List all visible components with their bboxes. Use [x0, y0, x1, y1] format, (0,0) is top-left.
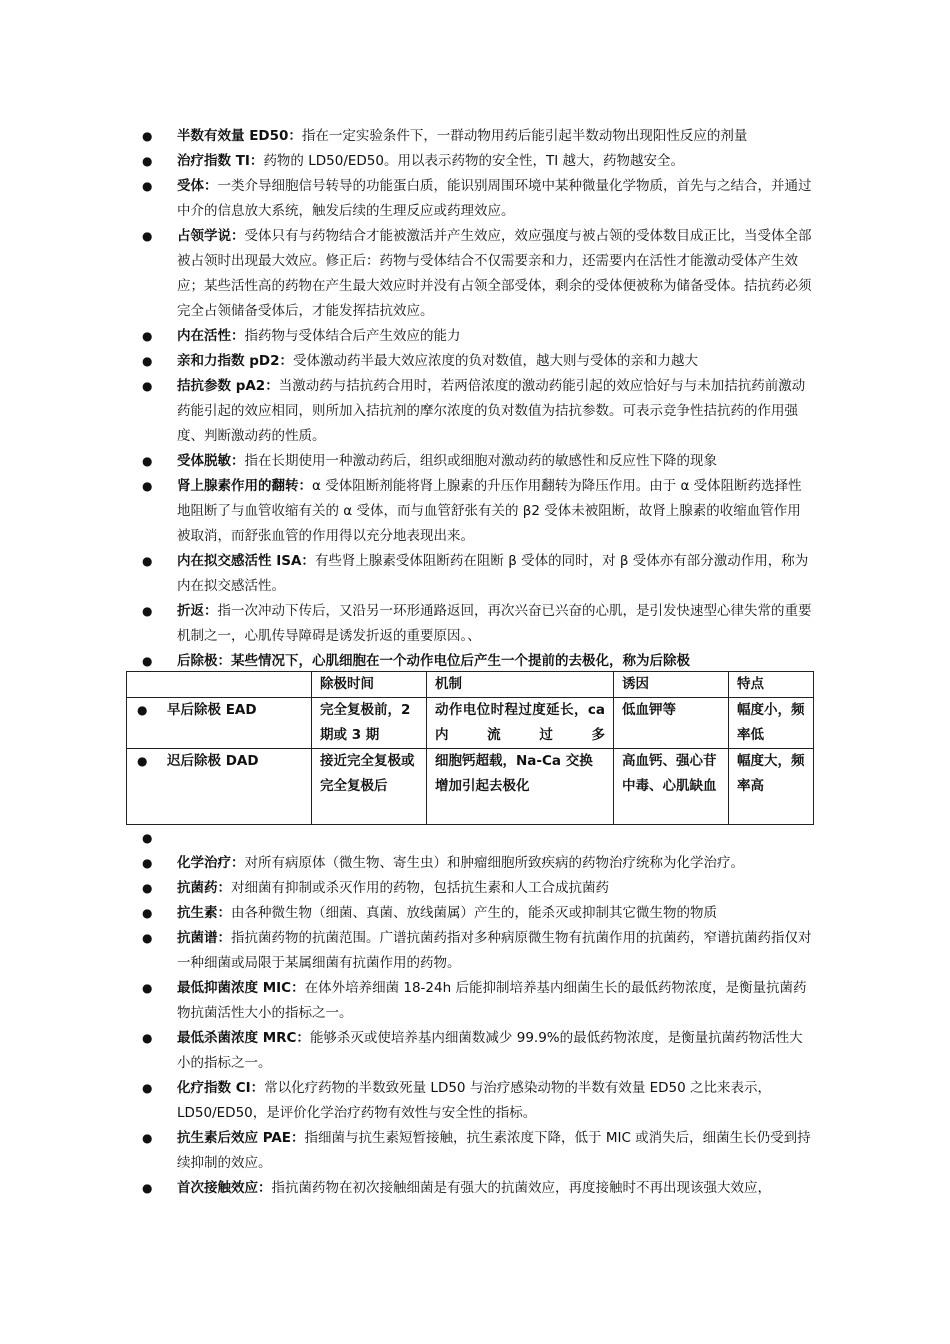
term: 后除极：	[177, 653, 231, 669]
afterdepolarization-table	[126, 671, 814, 825]
bullet-icon: ●	[142, 881, 153, 895]
bullet-icon: ●	[142, 154, 153, 168]
term: 抗生素后效应 PAE：	[177, 1130, 305, 1146]
list-item	[0, 124, 950, 149]
bullet-icon: ●	[142, 129, 153, 143]
definition: 指抗菌药物的抗菌范围。广谱抗菌药指对多种病原微生物有抗菌作用的抗菌药，窄谱抗菌药指仅对一种细菌或局限于某属细菌有抗菌作用的药物。	[177, 930, 812, 971]
list-item	[0, 1176, 950, 1201]
definition: 某些情况下，心肌细胞在一个动作电位后产生一个提前的去极化，称为后除极	[231, 653, 690, 669]
row-label: 迟后除极 DAD	[167, 753, 259, 769]
table-header-cell: 诱因	[614, 672, 729, 698]
table-cell: 幅度大，频率高	[729, 749, 814, 825]
bullet-icon: ●	[137, 703, 148, 717]
term: 最低抑菌浓度 MIC：	[177, 980, 305, 996]
bullet-icon: ●	[142, 604, 153, 618]
bullet-icon: ●	[142, 906, 153, 920]
bullet-icon: ●	[142, 856, 153, 870]
term: 内在拟交感活性 ISA：	[177, 553, 315, 569]
list-item	[0, 449, 950, 474]
list-item	[0, 599, 950, 649]
term: 治疗指数 TI：	[177, 153, 264, 169]
definition: 对细菌有抑制或杀灭作用的药物，包括抗生素和人工合成抗菌药	[231, 880, 609, 896]
definition: 药物的 LD50/ED50。用以表示药物的安全性，TI 越大，药物越安全。	[263, 153, 684, 169]
bullet-icon: ●	[142, 654, 153, 668]
definition: 在体外培养细菌 18-24h 后能抑制培养基内细菌生长的最低药物浓度，是衡量抗菌药物抗菌活性大小的指标之一。	[177, 980, 807, 1021]
definition: 指药物与受体结合后产生效应的能力	[244, 328, 461, 344]
table-cell	[127, 698, 312, 749]
list-item	[0, 224, 950, 324]
row-label: 早后除极 EAD	[167, 702, 257, 718]
table-header-cell: 除极时间	[312, 672, 427, 698]
list-item	[0, 1076, 950, 1126]
list-item	[0, 474, 950, 549]
term: 抗菌药：	[177, 880, 231, 896]
table-cell: 高血钙、强心苷中毒、心肌缺血	[614, 749, 729, 825]
definition: 对所有病原体（微生物、寄生虫）和肿瘤细胞所致疾病的药物治疗统称为化学治疗。	[244, 855, 744, 871]
definition-list-chemotherapy	[0, 826, 950, 1201]
definition: 指一次冲动下传后，又沿另一环形通路返回，再次兴奋已兴奋的心肌，是引发快速型心律失常的重要机制之一，心肌传导障碍是诱发折返的重要原因。、	[177, 603, 812, 644]
list-item	[0, 926, 950, 976]
term: 受体：	[177, 178, 218, 194]
definition: 能够杀灭或使培养基内细菌数减少 99.9%的最低药物浓度，是衡量抗菌药物活性大小的指标之一。	[177, 1030, 803, 1071]
list-item	[0, 901, 950, 926]
definition: 指在一定实验条件下，一群动物用药后能引起半数动物出现阳性反应的剂量	[301, 128, 748, 144]
table-header-row	[127, 672, 814, 698]
table-header-cell: 机制	[427, 672, 614, 698]
bullet-icon: ●	[142, 329, 153, 343]
term: 半数有效量 ED50：	[177, 128, 302, 144]
table-header-cell: 特点	[729, 672, 814, 698]
bullet-icon: ●	[142, 354, 153, 368]
definition: 一类介导细胞信号转导的功能蛋白质，能识别周围环境中某种微量化学物质，首先与之结合，并通过中介的信息放大系统，触发后续的生理反应或药理效应。	[177, 178, 812, 219]
table-cell: 低血钾等	[614, 698, 729, 749]
term: 化学治疗：	[177, 855, 245, 871]
list-item	[0, 1126, 950, 1176]
term: 受体脱敏：	[177, 453, 245, 469]
list-item	[0, 976, 950, 1026]
bullet-icon: ●	[142, 454, 153, 468]
definition: 由各种微生物（细菌、真菌、放线菌属）产生的，能杀灭或抑制其它微生物的物质	[231, 905, 717, 921]
definition: 受体激动药半最大效应浓度的负对数值，越大则与受体的亲和力越大	[292, 353, 698, 369]
definition: 指在长期使用一种激动药后，组织或细胞对激动药的敏感性和反应性下降的现象	[244, 453, 717, 469]
bullet-icon: ●	[142, 831, 153, 845]
term: 化疗指数 CI：	[177, 1080, 265, 1096]
definition: 有些肾上腺素受体阻断药在阻断 β 受体的同时，对 β 受体亦有部分激动作用，称为内在拟交感活性。	[177, 553, 809, 594]
table-cell: 细胞钙超载，Na-Ca 交换增加引起去极化	[427, 749, 614, 825]
table-cell: 接近完全复极或完全复极后	[312, 749, 427, 825]
table-cell: 幅度小，频率低	[729, 698, 814, 749]
list-item	[0, 876, 950, 901]
table-row	[127, 698, 814, 749]
definition: 指抗菌药物在初次接触细菌是有强大的抗菌效应，再度接触时不再出现该强大效应，	[271, 1180, 771, 1196]
bullet-icon: ●	[142, 379, 153, 393]
table-cell	[127, 749, 312, 825]
table-cell: 动作电位时程过度延长，ca 内流过多	[427, 698, 614, 749]
definition: 指细菌与抗生素短暂接触，抗生素浓度下降，低于 MIC 或消失后，细菌生长仍受到持续抑制的效应。	[177, 1130, 811, 1171]
term: 占领学说：	[177, 228, 245, 244]
definition: 受体只有与药物结合才能被激活并产生效应，效应强度与被占领的受体数目成正比，当受体全部被占领时出现最大效应。修正后：药物与受体结合不仅需要亲和力，还需要内在活性才能激动受体产生效应；某些活性高的药物在产生最大效应时并没有占领全部受体，剩余的受体便被称为储备受体。拮抗药必须完全占领储备受体后，才能发挥拮抗效应。	[177, 228, 812, 319]
table-row	[127, 749, 814, 825]
list-item	[0, 324, 950, 349]
definition: 常以化疗药物的半数致死量 LD50 与治疗感染动物的半数有效量 ED50 之比来表示，LD50/ED50，是评价化学治疗药物有效性与安全性的指标。	[177, 1080, 772, 1121]
list-item	[0, 174, 950, 224]
bullet-icon: ●	[142, 1131, 153, 1145]
list-item	[0, 374, 950, 449]
bullet-icon: ●	[142, 1181, 153, 1195]
list-item	[0, 549, 950, 599]
bullet-icon: ●	[142, 981, 153, 995]
term: 亲和力指数 pD2：	[177, 353, 293, 369]
table-header-cell	[127, 672, 312, 698]
bullet-icon: ●	[142, 479, 153, 493]
list-item	[0, 149, 950, 174]
term: 最低杀菌浓度 MRC：	[177, 1030, 310, 1046]
bullet-icon: ●	[137, 754, 148, 768]
bullet-icon: ●	[142, 554, 153, 568]
definition-list-pharmacology	[0, 124, 950, 674]
term: 内在活性：	[177, 328, 245, 344]
definition: α 受体阻断剂能将肾上腺素的升压作用翻转为降压作用。由于 α 受体阻断药选择性地阻断了与血管收缩有关的 α 受体，而与血管舒张有关的 β2 受体未被阻断，故肾上腺素的收缩血管作用被取消，而舒张血管的作用得以充分地表现出来。	[177, 478, 802, 544]
list-item	[0, 851, 950, 876]
term: 首次接触效应：	[177, 1180, 272, 1196]
list-item-empty	[0, 826, 950, 851]
bullet-icon: ●	[142, 229, 153, 243]
term: 拮抗参数 pA2：	[177, 378, 279, 394]
term: 肾上腺素作用的翻转：	[177, 478, 312, 494]
definition: 当激动药与拮抗药合用时，若两倍浓度的激动药能引起的效应恰好与与未加拮抗药前激动药能引起的效应相同，则所加入拮抗剂的摩尔浓度的负对数值为拮抗参数。可表示竞争性拮抗药的作用强度、判断激动药的性质。	[177, 378, 806, 444]
bullet-icon: ●	[142, 931, 153, 945]
bullet-icon: ●	[142, 1031, 153, 1045]
list-item	[0, 349, 950, 374]
term: 折返：	[177, 603, 218, 619]
table-cell: 完全复极前，2 期或 3 期	[312, 698, 427, 749]
list-item	[0, 1026, 950, 1076]
term: 抗生素：	[177, 905, 231, 921]
term: 抗菌谱：	[177, 930, 231, 946]
bullet-icon: ●	[142, 179, 153, 193]
bullet-icon: ●	[142, 1081, 153, 1095]
